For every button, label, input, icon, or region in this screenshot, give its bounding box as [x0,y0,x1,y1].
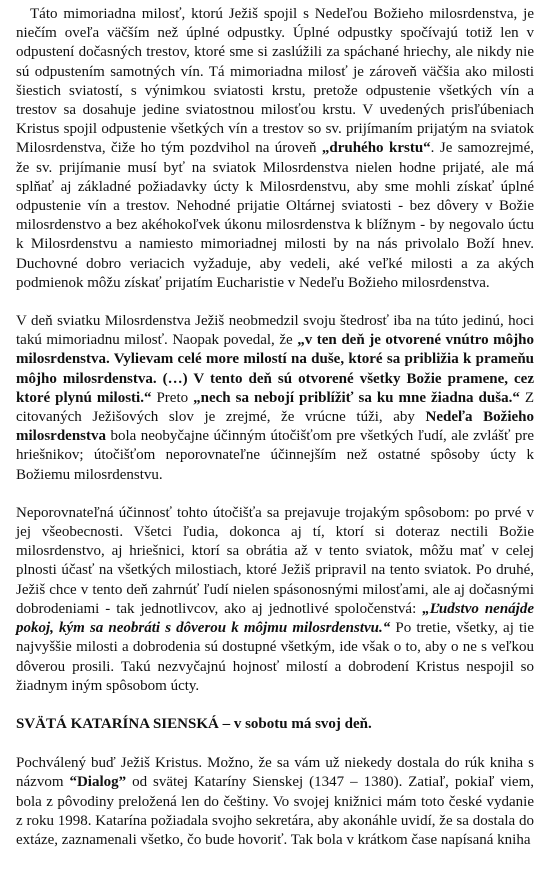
bold-italic-quote: „Ľudstvo nenájde pokoj, kým sa neobráti s dôverou k môjmu milosrdenstvu.“ [16,600,534,637]
bold-phrase: Nedeľa Božieho milosrdenstva [16,409,534,445]
paragraph-text: Táto mimoriadna milosť, ktorú Ježiš spojil s Nedeľou Božieho milosrdenstva, je niečím oveľa väčším než úplné odpustky. Úplné odpustky spočívajú totiž len v odpustení dočasných trestov, ktoré sme si zaslúžili za spáchané hriechy, ale nikdy nie sú odpustením samotných vín. Tá mimoriadna milosť je zároveň väčšia ako milosti šiestich sviatostí, s výnimkou sviatosti krstu, pretože odpustenie všetkých vín a trestov sa dosahuje jedine sviatostnou milosťou krstu. V uvedených prisľúbeniach Kristus spojil odpustenie všetkých vín a trestov so sv. prijímaním prijatým na sviatok Milosrdenstva, čiže ho tým pozdvihol na úroveň [16,6,534,157]
bold-quote: „v ten deň je otvorené vnútro môjho milosrdenstva. Vylievam celé more milostí na duše, ktoré sa približia k prameňu môjho milosrdenstva. (…) V tento deň sú otvorené všetky Božie pramene, cez ktoré plynú milosti.“ [16,332,534,406]
paragraph-text: Pochválený buď Ježiš Kristus. Možno, že sa vám už niekedy dostala do rúk kniha s názvom [16,755,534,791]
paragraph-generosity [16,312,534,485]
paragraph-text: Neporovnateľná účinnosť tohto útočišťa sa prejavuje trojakým spôsobom: po prvé v jej všeobecnosti. Všetci ľudia, dokonca aj tí, ktorí si doteraz nectili Božie milosrdenstvo, aj hriešnici, ktorí sa obrátia až v tento sviatok, môžu mať v celej plnosti účasť na všetkých milostiach, ktoré Ježiš pripravil na tento sviatok. Po druhé, Ježiš chce v tento deň zahrnúť ľudí nielen spásonosnými milosťami, ale aj dočasnými dobrodeniami - tak jednotlivcov, ako aj jednotlivé spoločenstvá: [16,504,534,617]
paragraph-catherine-dialog [16,754,534,850]
paragraph-text: V deň sviatku Milosrdenstva Ježiš neobmedzil svoju štedrosť iba na túto jedinú, hoci takú mimoriadnu milosť. Naopak povedal, že [16,313,534,349]
paragraph-text: Preto [151,389,194,406]
bold-quote: „nech sa nebojí priblížiť sa ku mne žiadna duša.“ [193,389,520,406]
document-page [16,5,534,869]
bold-phrase: „druhého krstu“ [321,140,431,157]
paragraph-text: bola neobyčajne účinným útočišťom pre všetkých ľudí, ale zvlášť pre hriešnikov; útočišťom neporovnateľne účinnejším než ostatné spôsoby úcty k Božiemu milosrdenstvu. [16,428,534,483]
paragraph-text: Z citovaných Ježišových slov je zrejmé, že vrúcne túži, aby [16,389,534,426]
paragraph-text: Po tretie, všetky, aj tie najvyššie milosti a dobrodenia sú dostupné všetkým, ide však o to, aby o ne s veľkou dôverou prosili. Takú nezvyčajnú hojnosť milostí a dobrodení Kristus nespojil so žiadnym iným spôsobom úcty. [16,620,534,694]
bold-title: “Dialog” [69,774,127,791]
paragraph-efficacy [16,504,534,696]
paragraph-text: . Je samozrejmé, že sv. prijímanie musí byť na sviatok Milosrdenstva nielen hodne prijaté, ale má splňať aj základné požiadavky úcty k Milosrdenstvu, aby sme mohli získať úplné odpustenie vín a trestov. Nehodné prijatie Oltárnej sviatosti - bez dôvery v Božie milosrdenstvo a bez akéhokoľvek úkonu milosrdenstva k blížnym - by negovalo úctu k Milosrdenstvu a namiesto mimoriadnej milosti by na nás privolalo Boží hnev. Duchovné dobro veriacich vyžaduje, aby vedeli, aké veľké milosti a za akých podmienok môžu získať prijatím Eucharistie v Nedeľu Božieho milosrdenstva. [16,140,534,291]
paragraph-mercy-sunday-grace [16,5,534,293]
paragraph-text: od svätej Kataríny Sienskej (1347 – 1380). Zatiaľ, pokiaľ viem, bola z pôvodiny preložená len do češtiny. Vo svojej knižnici mám toto české vydanie z roku 1998. Katarína požiadala svojho sekretára, aby akonáhle uvidí, že sa dostala do extáze, zaznamenali všetko, čo bude hovoriť. Tak bola v krátkom čase napísaná kniha [16,774,534,848]
section-heading: SVÄTÁ KATARÍNA SIENSKÁ – v sobotu má svoj deň. [16,715,372,732]
